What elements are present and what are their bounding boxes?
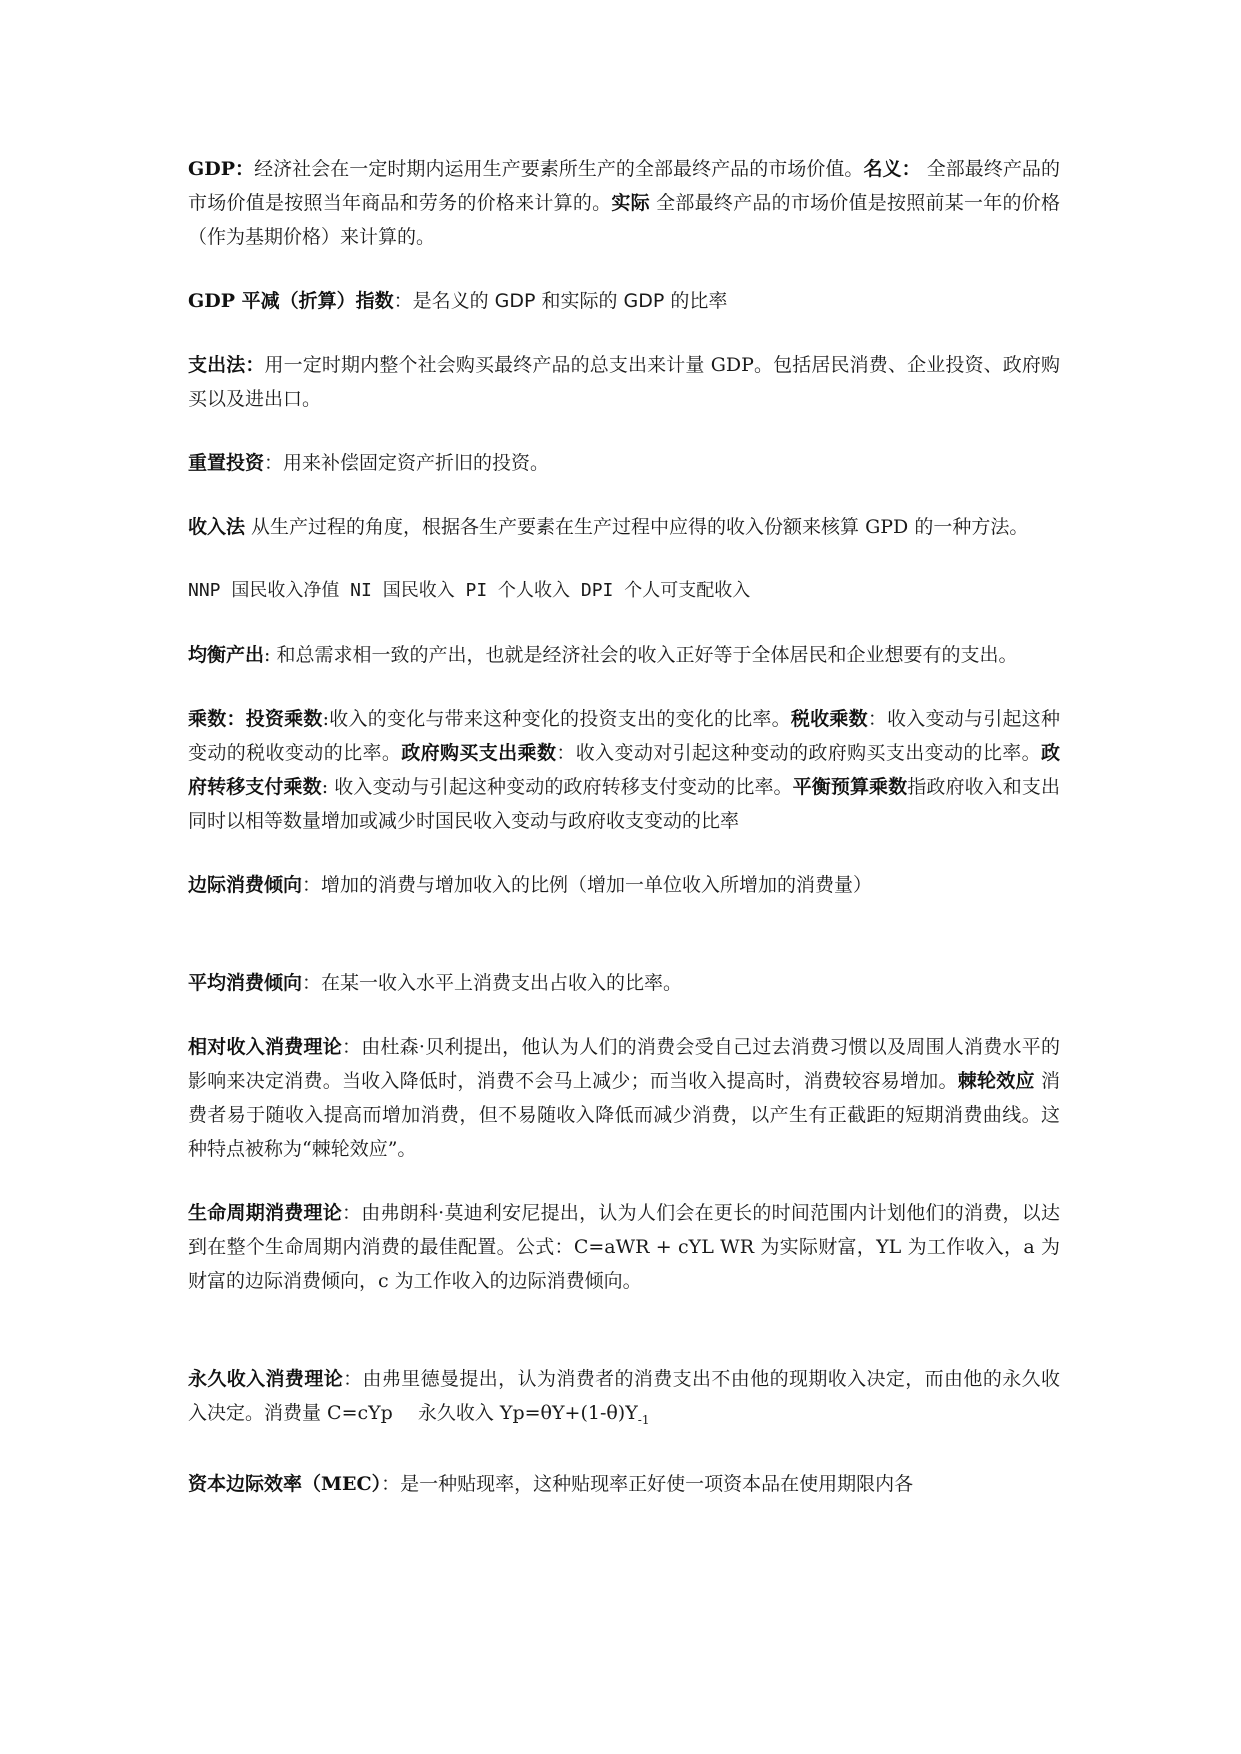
definition-replacement-investment: ：用来补偿固定资产折旧的投资。 — [264, 452, 550, 474]
definition-investment-multiplier: :收入的变化与带来这种变化的投资支出的变化的比率。 — [322, 708, 791, 730]
term-equilibrium-output: 均衡产出 — [188, 644, 265, 666]
paragraph-marginal-propensity — [188, 868, 1060, 902]
definition-mec: ：是一种贴现率，这种贴现率正好使一项资本品在使用期限内各 — [381, 1472, 914, 1495]
paragraph-average-propensity — [188, 966, 1060, 1000]
term-real: 实际 — [611, 192, 650, 214]
definition-transfer-payment-multiplier: : 收入变动与引起这种变动的政府转移支付变动的比率。 — [321, 776, 793, 798]
definition-income-approach: 从生产过程的角度，根据各生产要素在生产过程中应得的收入份额来核算 GPD 的一种方法。 — [245, 516, 1029, 538]
definition-government-purchase-multiplier: ：收入变动对引起这种变动的政府购买支出变动的比率。 — [556, 742, 1041, 764]
paragraph-expenditure-approach — [188, 348, 1060, 416]
term-balanced-budget-multiplier: 平衡预算乘数 — [792, 776, 908, 798]
paragraph-multipliers — [188, 702, 1060, 838]
term-expenditure-approach: 支出法： — [188, 354, 265, 376]
term-multiplier: 乘数： — [188, 708, 246, 730]
definition-relative-income-theory: ：由杜森·贝利提出，他认为人们的消费会受自己过去消费习惯以及周围人消费水平的影响来决定消费。当收入降低时，消费不会马上减少；而当收入提高时，消费较容易增加。 — [188, 1036, 1060, 1092]
paragraph-income-approach — [188, 510, 1060, 544]
term-gdp: GDP： — [188, 158, 255, 180]
definition-nominal: 全部最终产品的市场价值是按照当年商品和劳务的价格来计算的。 — [188, 158, 1060, 214]
paragraph-national-income-terms — [188, 574, 1060, 608]
definition-real: 全部最终产品的市场价值是按照前某一年的价格（作为基期价格）来计算的。 — [188, 192, 1060, 248]
term-marginal-propensity: 边际消费倾向 — [188, 874, 303, 896]
term-nominal: 名义： — [863, 158, 921, 180]
definition-permanent-income-theory: ：由弗里德曼提出，认为消费者的消费支出不由他的现期收入决定，而由他的永久收入决定。消费量 C=cYp 永久收入 Yp=θY+(1-θ)Y — [188, 1368, 1060, 1424]
term-ratchet-effect: 棘轮效应 — [957, 1070, 1035, 1092]
term-life-cycle-theory: 生命周期消费理论 — [188, 1202, 342, 1224]
definition-gdp: 经济社会在一定时期内运用生产要素所生产的全部最终产品的市场价值。 — [254, 158, 864, 180]
term-average-propensity: 平均消费倾向 — [188, 972, 303, 994]
definition-average-propensity: ：在某一收入水平上消费支出占收入的比率。 — [302, 972, 683, 994]
paragraph-equilibrium-output — [188, 638, 1060, 672]
definition-life-cycle-theory: ：由弗朗科·莫迪利安尼提出，认为人们会在更长的时间范围内计划他们的消费，以达到在整个生命周期内消费的最佳配置。公式：C=aWR + cYL WR 为实际财富，YL 为工作收入，a 为财富的边际消费倾向，c 为工作收入的边际消费倾向。 — [188, 1202, 1060, 1292]
definition-equilibrium-output: : 和总需求相一致的产出，也就是经济社会的收入正好等于全体居民和企业想要有的支出。 — [264, 644, 1018, 666]
term-government-purchase-multiplier: 政府购买支出乘数 — [401, 742, 557, 764]
term-permanent-income-theory: 永久收入消费理论 — [188, 1368, 344, 1390]
paragraph-replacement-investment — [188, 446, 1060, 480]
document-page — [188, 152, 1060, 1531]
term-gdp-deflator: GDP 平减（折算）指数 — [188, 290, 394, 312]
term-transfer-payment-multiplier: 政府转移支付乘数 — [188, 742, 1060, 798]
term-income-approach: 收入法 — [188, 516, 246, 538]
paragraph-mec — [188, 1467, 1060, 1501]
term-relative-income-theory: 相对收入消费理论 — [188, 1036, 342, 1058]
national-income-terms: NNP 国民收入净值 NI 国民收入 PI 个人收入 DPI 个人可支配收入 — [188, 580, 751, 601]
term-investment-multiplier: 投资乘数 — [245, 708, 323, 730]
paragraph-permanent-income-theory — [188, 1362, 1060, 1437]
definition-ratchet-effect: 消费者易于随收入提高而增加消费，但不易随收入降低而减少消费，以产生有正截距的短期消费曲线。这种特点被称为“棘轮效应”。 — [188, 1070, 1060, 1160]
term-tax-multiplier: 税收乘数 — [790, 708, 868, 730]
paragraph-life-cycle-theory — [188, 1196, 1060, 1298]
term-replacement-investment: 重置投资 — [188, 452, 265, 474]
definition-balanced-budget-multiplier: 指政府收入和支出同时以相等数量增加或减少时国民收入变动与政府收支变动的比率 — [188, 776, 1060, 832]
subscript-minus-one: -1 — [637, 1412, 650, 1427]
paragraph-gdp — [188, 152, 1060, 254]
definition-marginal-propensity: ：增加的消费与增加收入的比例（增加一单位收入所增加的消费量） — [302, 874, 873, 896]
definition-expenditure-approach: 用一定时期内整个社会购买最终产品的总支出来计量 GDP。包括居民消费、企业投资、政府购买以及进出口。 — [188, 354, 1060, 410]
paragraph-gdp-deflator — [188, 284, 1060, 318]
definition-gdp-deflator: ：是名义的 GDP 和实际的 GDP 的比率 — [393, 290, 728, 312]
definition-tax-multiplier: ：收入变动与引起这种变动的税收变动的比率。 — [188, 708, 1060, 764]
paragraph-relative-income-theory — [188, 1030, 1060, 1166]
term-mec: 资本边际效率（MEC） — [188, 1472, 382, 1495]
